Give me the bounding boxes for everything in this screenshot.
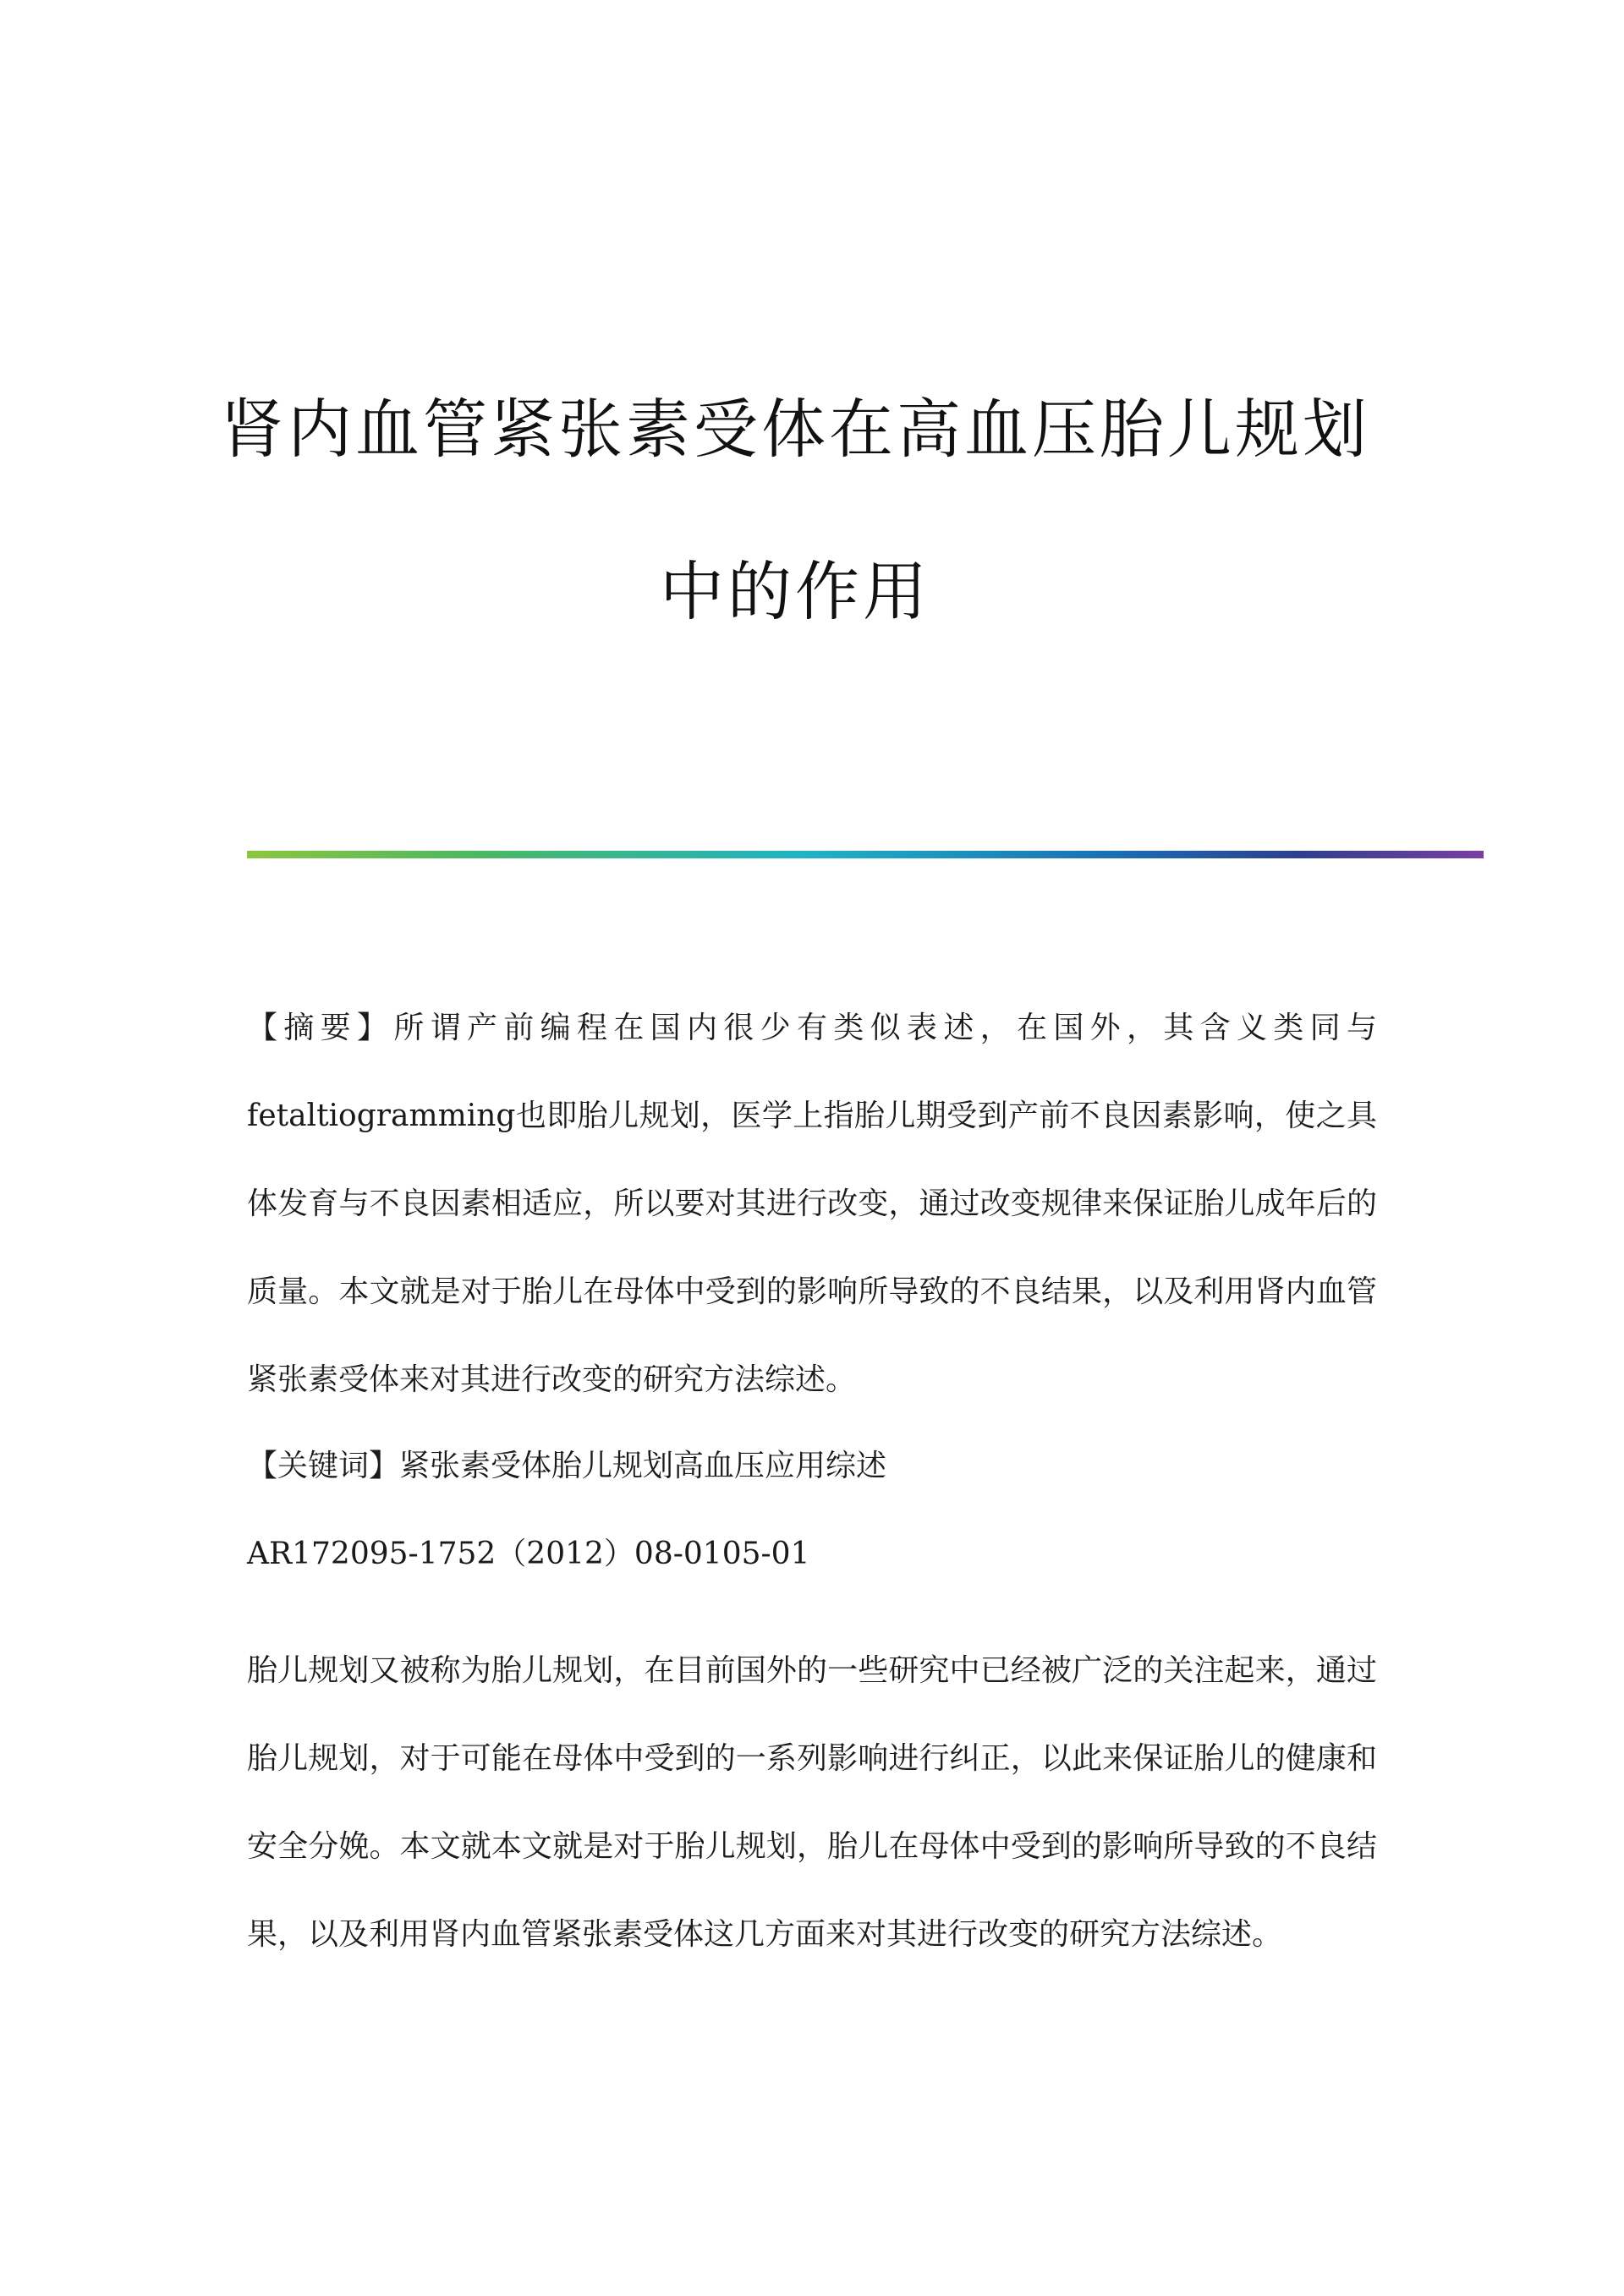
keywords-section (247, 1422, 1377, 1510)
page-title-line-2: 中的作用 (660, 554, 930, 629)
abstract-paragraph: 【摘要】所谓产前编程在国内很少有类似表述，在国外，其含义类同与fetaltiogramming也即胎儿规划，医学上指胎儿期受到产前不良因素影响，使之具体发育与不良因素相适应，所以要对其进行改变，通过改变规律来保证胎儿成年后的质量。本文就是对于胎儿在母体中受到的影响所导致的不良结果，以及利用肾内血管紧张素受体来对其进行改变的研究方法综述。 (247, 1011, 1377, 1397)
intro-section (247, 1627, 1377, 1979)
article-code-section (247, 1510, 1377, 1598)
abstract-section (247, 984, 1377, 1424)
title-divider (247, 851, 1484, 858)
page-title-line-1: 肾内血管紧张素受体在高血压胎儿规划 (220, 392, 1370, 467)
article-code: AR172095-1752（2012）08-0105-01 (247, 1537, 810, 1571)
keywords-paragraph: 【关键词】紧张素受体胎儿规划高血压应用综述 (247, 1449, 887, 1483)
intro-paragraph: 胎儿规划又被称为胎儿规划，在目前国外的一些研究中已经被广泛的关注起来，通过胎儿规划，对于可能在母体中受到的一系列影响进行纠正，以此来保证胎儿的健康和安全分娩。本文就本文就是对于胎儿规划，胎儿在母体中受到的影响所导致的不良结果，以及利用肾内血管紧张素受体这几方面来对其进行改变的研究方法综述。 (247, 1653, 1377, 1952)
